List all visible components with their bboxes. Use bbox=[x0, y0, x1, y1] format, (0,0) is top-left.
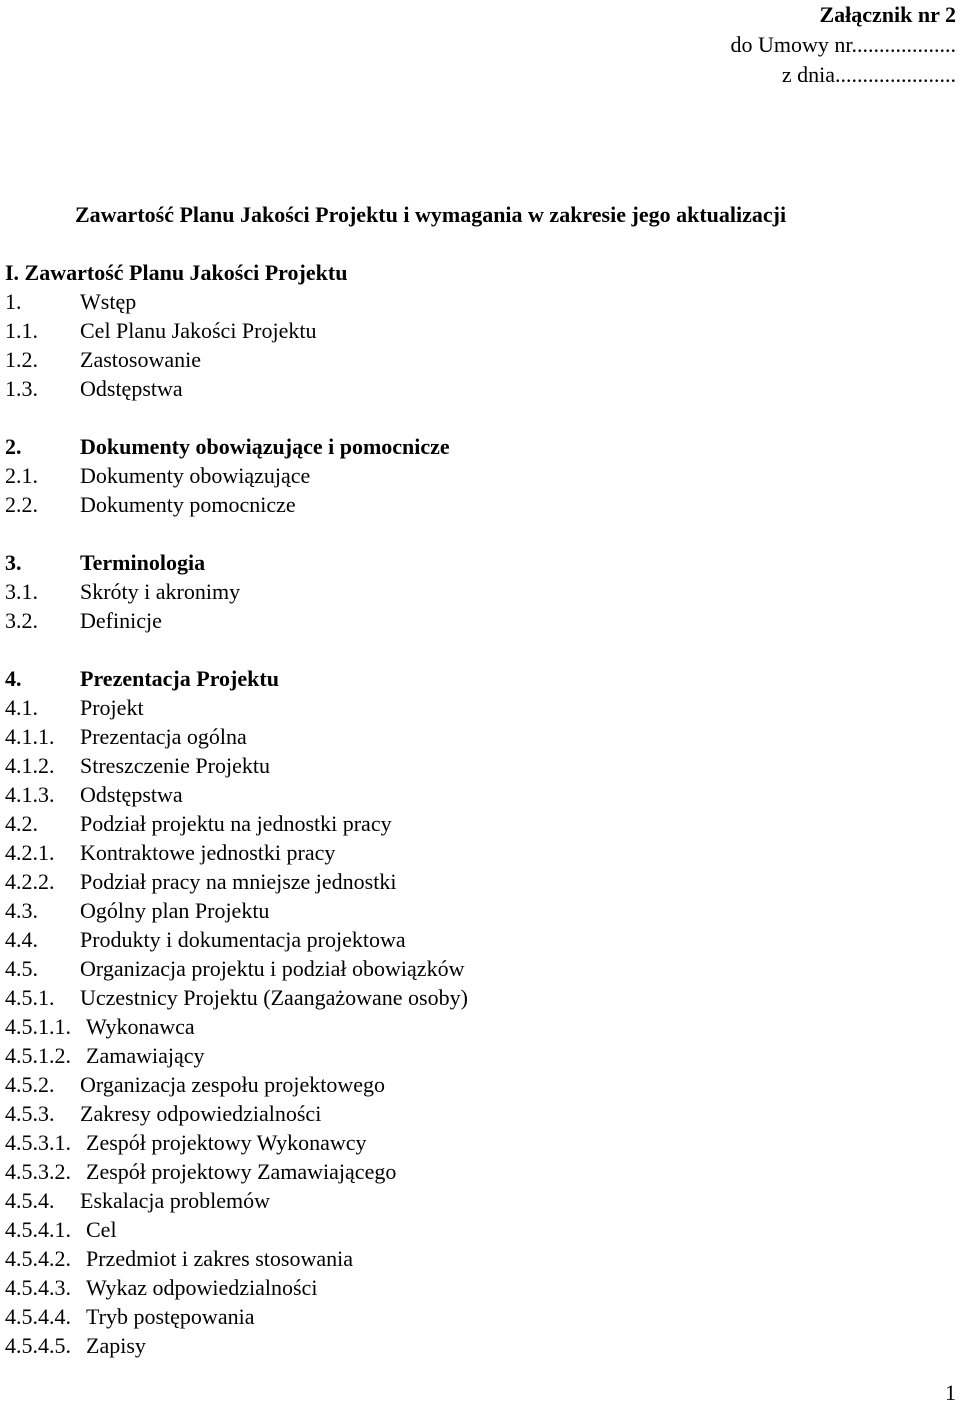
toc-label: Ogólny plan Projektu bbox=[80, 898, 270, 923]
toc-number: 4.1. bbox=[5, 695, 38, 720]
toc-number: 1.2. bbox=[5, 347, 38, 372]
toc-label: Dokumenty obowiązujące bbox=[80, 463, 311, 488]
toc-item bbox=[5, 809, 905, 838]
toc-item bbox=[5, 1041, 905, 1070]
contract-reference: do Umowy nr................... bbox=[730, 32, 956, 57]
toc-number: 4.5.1.2. bbox=[5, 1043, 71, 1068]
toc-label: Zakresy odpowiedzialności bbox=[80, 1101, 322, 1126]
toc-number: 3.1. bbox=[5, 579, 38, 604]
toc-number: 4.5.4.1. bbox=[5, 1217, 71, 1242]
toc-label: Podział projektu na jednostki pracy bbox=[80, 811, 392, 836]
toc-number: 1. bbox=[5, 289, 22, 314]
toc-number: 4.1.2. bbox=[5, 753, 55, 778]
toc-item bbox=[5, 722, 905, 751]
toc-item bbox=[5, 1215, 905, 1244]
toc-label: Dokumenty pomocnicze bbox=[80, 492, 296, 517]
toc-item bbox=[5, 1012, 905, 1041]
toc-label: Definicje bbox=[80, 608, 162, 633]
toc-item bbox=[5, 664, 905, 693]
toc-label: Uczestnicy Projektu (Zaangażowane osoby) bbox=[80, 985, 468, 1010]
attachment-label: Załącznik nr 2 bbox=[819, 2, 956, 27]
toc-number: 4.5.1.1. bbox=[5, 1014, 71, 1039]
toc-number: 2.2. bbox=[5, 492, 38, 517]
toc-item bbox=[5, 490, 905, 519]
toc-label: Streszczenie Projektu bbox=[80, 753, 270, 778]
toc-number: 4.5.4.5. bbox=[5, 1333, 71, 1358]
toc-label: Prezentacja Projektu bbox=[80, 666, 279, 691]
toc-label: Skróty i akronimy bbox=[80, 579, 241, 604]
toc-number: 4.5.2. bbox=[5, 1072, 55, 1097]
toc-label: Produkty i dokumentacja projektowa bbox=[80, 927, 406, 952]
toc-item bbox=[5, 1186, 905, 1215]
toc-label: Dokumenty obowiązujące i pomocnicze bbox=[80, 434, 450, 459]
toc-number: 4.2. bbox=[5, 811, 38, 836]
toc-item bbox=[5, 548, 905, 577]
toc-item bbox=[5, 983, 905, 1012]
toc-label: Cel Planu Jakości Projektu bbox=[80, 318, 317, 343]
toc-label: Zespół projektowy Zamawiającego bbox=[86, 1159, 397, 1184]
toc-number: 4.5.4.4. bbox=[5, 1304, 71, 1329]
toc-label: Przedmiot i zakres stosowania bbox=[86, 1246, 353, 1271]
contract-date: z dnia...................... bbox=[781, 62, 956, 87]
toc-number: 4.1.3. bbox=[5, 782, 55, 807]
toc-number: 4.5.4. bbox=[5, 1188, 55, 1213]
toc-label: Zapisy bbox=[86, 1333, 146, 1358]
toc-item bbox=[5, 954, 905, 983]
toc-number: 4.5. bbox=[5, 956, 38, 981]
toc-label: Wykaz odpowiedzialności bbox=[86, 1275, 318, 1300]
toc-number: 4.5.4.2. bbox=[5, 1246, 71, 1271]
toc-label: Odstępstwa bbox=[80, 376, 183, 401]
toc-label: Projekt bbox=[80, 695, 144, 720]
toc-item bbox=[5, 925, 905, 954]
toc-number: 4.2.1. bbox=[5, 840, 55, 865]
page-number: 1 bbox=[945, 1380, 956, 1405]
toc-item bbox=[5, 896, 905, 925]
toc-item bbox=[5, 780, 905, 809]
toc-number: 4.5.3. bbox=[5, 1101, 55, 1126]
toc-item bbox=[5, 1273, 905, 1302]
toc-number: 4.4. bbox=[5, 927, 38, 952]
toc-item bbox=[5, 1099, 905, 1128]
toc-label: Eskalacja problemów bbox=[80, 1188, 270, 1213]
toc-item bbox=[5, 1302, 905, 1331]
toc-number: 4.1.1. bbox=[5, 724, 55, 749]
toc-number: 3. bbox=[5, 550, 22, 575]
toc-label: Kontraktowe jednostki pracy bbox=[80, 840, 336, 865]
toc-label: Organizacja zespołu projektowego bbox=[80, 1072, 386, 1097]
toc-item bbox=[5, 316, 905, 345]
toc-number: 2.1. bbox=[5, 463, 38, 488]
toc-item bbox=[5, 461, 905, 490]
toc-item bbox=[5, 693, 905, 722]
toc-number: 4.3. bbox=[5, 898, 38, 923]
toc-label: Zastosowanie bbox=[80, 347, 201, 372]
toc-item bbox=[5, 577, 905, 606]
toc-label: Zamawiający bbox=[86, 1043, 205, 1068]
toc-label: Podział pracy na mniejsze jednostki bbox=[80, 869, 397, 894]
toc-label: Cel bbox=[86, 1217, 117, 1242]
toc-number: 4. bbox=[5, 666, 22, 691]
toc-item bbox=[5, 287, 905, 316]
toc-number: 4.2.2. bbox=[5, 869, 55, 894]
toc-item bbox=[5, 1070, 905, 1099]
toc-label: Organizacja projektu i podział obowiązków bbox=[80, 956, 465, 981]
toc-number: 3.2. bbox=[5, 608, 38, 633]
toc-item bbox=[5, 1157, 905, 1186]
toc-number: 4.5.3.1. bbox=[5, 1130, 71, 1155]
toc-number: 2. bbox=[5, 434, 22, 459]
toc-label: Zespół projektowy Wykonawcy bbox=[86, 1130, 367, 1155]
table-of-contents bbox=[5, 258, 905, 1360]
toc-item bbox=[5, 374, 905, 403]
toc-item bbox=[5, 1331, 905, 1360]
toc-number: 4.5.1. bbox=[5, 985, 55, 1010]
toc-number: 1.1. bbox=[5, 318, 38, 343]
toc-label: Wstęp bbox=[80, 289, 137, 314]
attachment-header bbox=[731, 0, 957, 90]
toc-item bbox=[5, 838, 905, 867]
document-title: Zawartość Planu Jakości Projektu i wymagania w zakresie jego aktualizacji bbox=[75, 202, 787, 227]
toc-item bbox=[5, 751, 905, 780]
toc-label: Wykonawca bbox=[86, 1014, 195, 1039]
toc-number: 4.5.3.2. bbox=[5, 1159, 71, 1184]
section-heading: I. Zawartość Planu Jakości Projektu bbox=[5, 260, 348, 285]
toc-label: Tryb postępowania bbox=[86, 1304, 255, 1329]
toc-item bbox=[5, 345, 905, 374]
toc-item bbox=[5, 432, 905, 461]
toc-item bbox=[5, 1244, 905, 1273]
toc-number: 4.5.4.3. bbox=[5, 1275, 71, 1300]
toc-label: Terminologia bbox=[80, 550, 206, 575]
toc-label: Prezentacja ogólna bbox=[80, 724, 247, 749]
toc-item bbox=[5, 606, 905, 635]
toc-label: Odstępstwa bbox=[80, 782, 183, 807]
toc-number: 1.3. bbox=[5, 376, 38, 401]
toc-item bbox=[5, 867, 905, 896]
toc-item bbox=[5, 1128, 905, 1157]
